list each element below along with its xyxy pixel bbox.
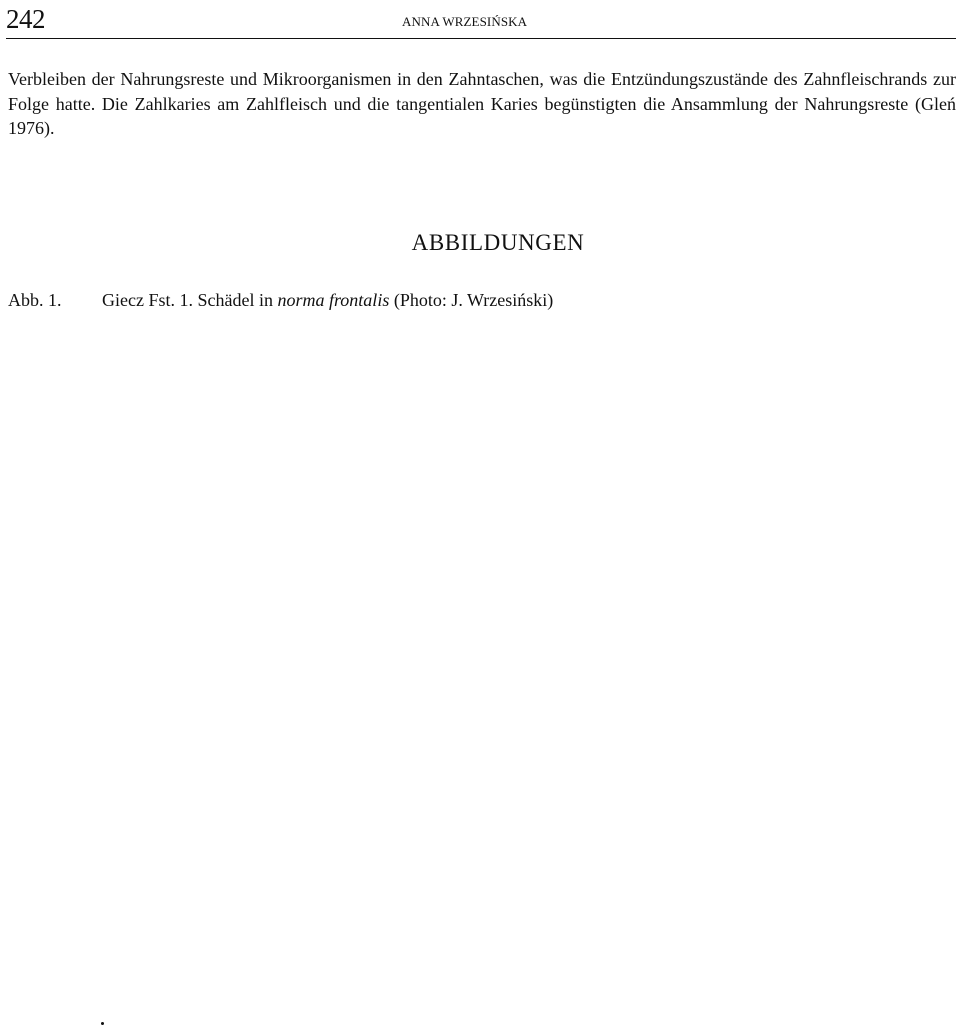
running-head: ANNA WRZESIŃSKA (402, 14, 528, 29)
figure-caption-label: Abb. 1. (8, 290, 62, 310)
page-number: 242 (6, 4, 45, 34)
stray-dot (101, 1022, 104, 1025)
figure-caption (8, 288, 553, 312)
body-paragraph: Verbleiben der Nahrungsreste und Mikroorganismen in den Zahntaschen, was die Entzündungszustände des Zahnfleischrands zur Folge hatte. Die Zahlkaries am Zahlfleisch und die tangentialen Karies begünstigten die Ansammlung der Nahrungsreste (Gleń 1976). (8, 69, 956, 138)
section-heading: ABBILDUNGEN (411, 230, 585, 255)
figure-caption-credit: (Photo: J. Wrzesiński) (389, 290, 554, 310)
figure-caption-italic: norma frontalis (277, 290, 390, 310)
figure-caption-text: Giecz Fst. 1. Schädel in (102, 290, 278, 310)
page-header (6, 4, 956, 39)
